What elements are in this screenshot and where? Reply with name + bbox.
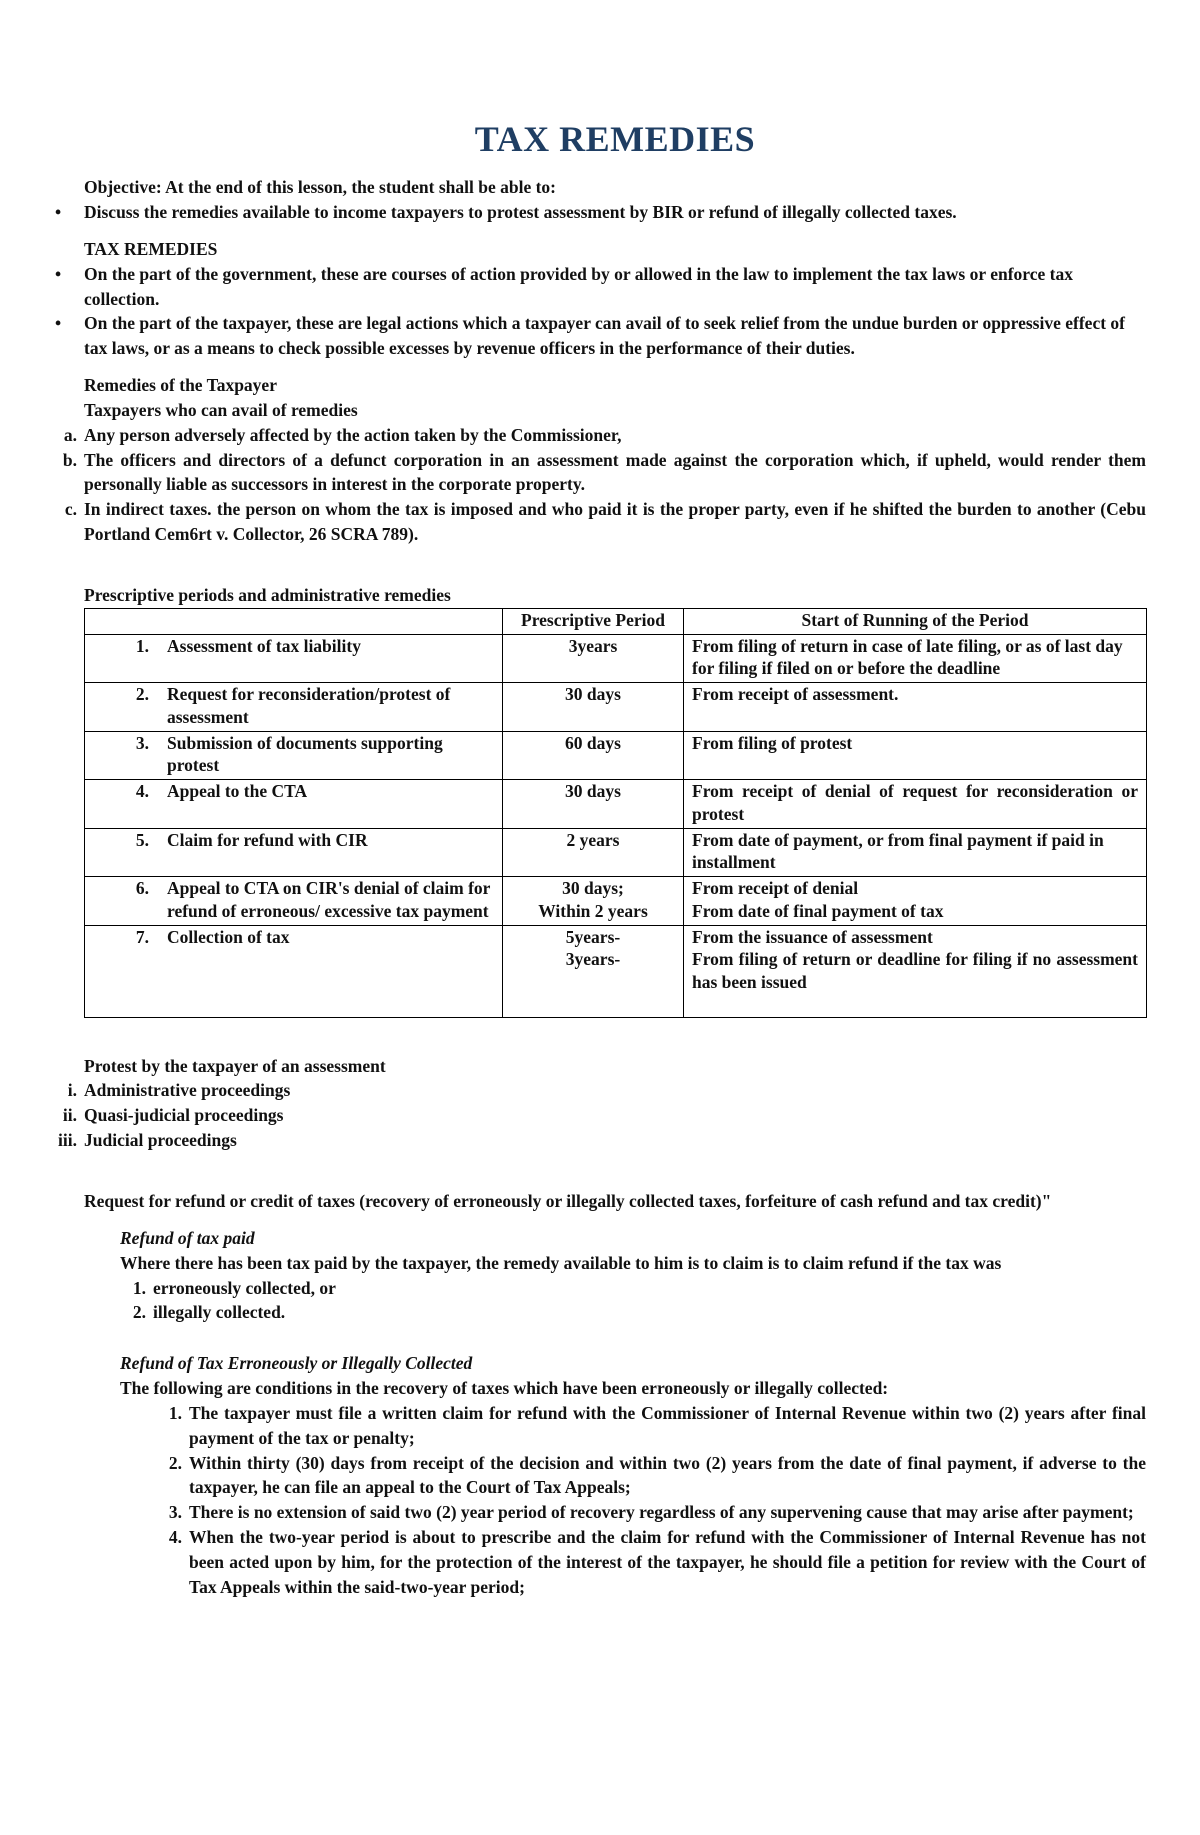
list-item: 3. There is no extension of said two (2) year period of recovery regardless of any supervening cause that may arise after payment; — [168, 1502, 1134, 1523]
list-item: 4. When the two-year period is about to prescribe and the claim for refund with the Commissioner of Internal Revenue has not been acted upon by him, for the protection of the interest of the taxpayer, he should file a petition for review with the Court of Tax Appeals within the said-two-year period; — [168, 1527, 1146, 1597]
list-item: iii. Judicial proceedings — [58, 1130, 237, 1151]
list-item: 2. illegally collected. — [132, 1302, 286, 1323]
table-row: 6. Appeal to CTA on CIR's denial of claim for refund of erroneous/ excessive tax payment 30 days; Within 2 years From receipt of denial From date of final payment of tax — [85, 877, 1147, 926]
table-row: 7. Collection of tax 5years- 3years- From the issuance of assessment From filing of return or deadline for filing if no assessment has been issued — [85, 925, 1147, 1017]
table-row: 2. Request for reconsideration/protest of assessment 30 days From receipt of assessment. — [85, 683, 1147, 732]
refund-erroneous-heading: Refund of Tax Erroneously or Illegally Collected — [120, 1353, 473, 1374]
list-item: 1. The taxpayer must file a written claim for refund with the Commissioner of Internal Revenue within two (2) years after final payment of the tax or penalty; — [168, 1402, 1146, 1448]
protest-list — [58, 1078, 1146, 1153]
refund-tax-paid-heading: Refund of tax paid — [120, 1227, 255, 1248]
table-row: 1. Assessment of tax liability 3years From filing of return in case of late filing, or as of last day for filing if filed on or before the deadline — [85, 634, 1147, 683]
objective-list — [84, 200, 1146, 225]
refund-tax-paid-text: Where there has been tax paid by the taxpayer, the remedy available to him is to claim is to claim refund if the tax was — [120, 1252, 1002, 1273]
prescriptive-table — [84, 608, 1147, 1018]
list-item: 1. erroneously collected, or — [132, 1277, 336, 1298]
list-item: 2. Within thirty (30) days from receipt of the decision and within two (2) years from the date of final payment, if adverse to the taxpayer, he can file an appeal to the Court of Tax Appeals; — [168, 1452, 1146, 1498]
list-item: b. The officers and directors of a defunct corporation in an assessment made against the corporation which, if upheld, would render them personally liable as successors in interest in the corporate property. — [62, 449, 1146, 495]
table-header-row — [85, 608, 1147, 634]
refund-tax-paid-list — [120, 1276, 1146, 1326]
tax-remedies-item-government: • On the part of the government, these are courses of action provided by or allowed in the law to implement the tax laws or enforce tax collection. — [84, 262, 1146, 312]
header-prescriptive-period: Prescriptive Period — [503, 608, 684, 634]
tax-remedies-list — [84, 262, 1146, 361]
list-item: i. Administrative proceedings — [67, 1080, 291, 1101]
objective-item: • Discuss the remedies available to income taxpayers to protest assessment by BIR or refund of illegally collected taxes. — [84, 200, 1146, 225]
table-row: 3. Submission of documents supporting protest 60 days From filing of protest — [85, 731, 1147, 780]
list-item: ii. Quasi-judicial proceedings — [62, 1105, 284, 1126]
list-item: a. Any person adversely affected by the action taken by the Commissioner, — [63, 424, 622, 445]
table-row: 4. Appeal to the CTA 30 days From receipt of denial of request for reconsideration or protest — [85, 780, 1147, 829]
prescriptive-heading: Prescriptive periods and administrative remedies — [84, 585, 451, 605]
header-start-of-period: Start of Running of the Period — [684, 608, 1147, 634]
refund-erroneous-text: The following are conditions in the recovery of taxes which have been erroneously or illegally collected: — [120, 1378, 889, 1399]
objective-intro: Objective: At the end of this lesson, the student shall be able to: — [84, 177, 557, 198]
refund-heading: Request for refund or credit of taxes (recovery of erroneously or illegally collected taxes, forfeiture of cash refund and tax credit)" — [84, 1190, 1052, 1211]
page-title: TAX REMEDIES — [474, 119, 756, 159]
tax-remedies-heading: TAX REMEDIES — [84, 238, 218, 259]
refund-erroneous-list — [120, 1401, 1146, 1600]
refund-tax-paid-section — [84, 1226, 1146, 1600]
protest-heading: Protest by the taxpayer of an assessment — [84, 1055, 386, 1076]
tax-remedies-item-taxpayer: • On the part of the taxpayer, these are legal actions which a taxpayer can avail of to seek relief from the undue burden or oppressive effect of tax laws, or as a means to check possible excesses by revenue officers in the performance of their duties. — [84, 311, 1146, 361]
list-item: c. In indirect taxes. the person on whom the tax is imposed and who paid it is the proper party, even if he shifted the burden to another (Cebu Portland Cem6rt v. Collector, 26 SCRA 789). — [64, 499, 1146, 545]
remedies-taxpayer-list — [62, 423, 1146, 547]
remedies-taxpayer-heading: Remedies of the Taxpayer — [84, 375, 277, 396]
table-row: 5. Claim for refund with CIR 2 years From date of payment, or from final payment if paid in installment — [85, 828, 1147, 877]
document-page — [58, 0, 1146, 1600]
remedies-taxpayer-subheading: Taxpayers who can avail of remedies — [84, 399, 358, 420]
